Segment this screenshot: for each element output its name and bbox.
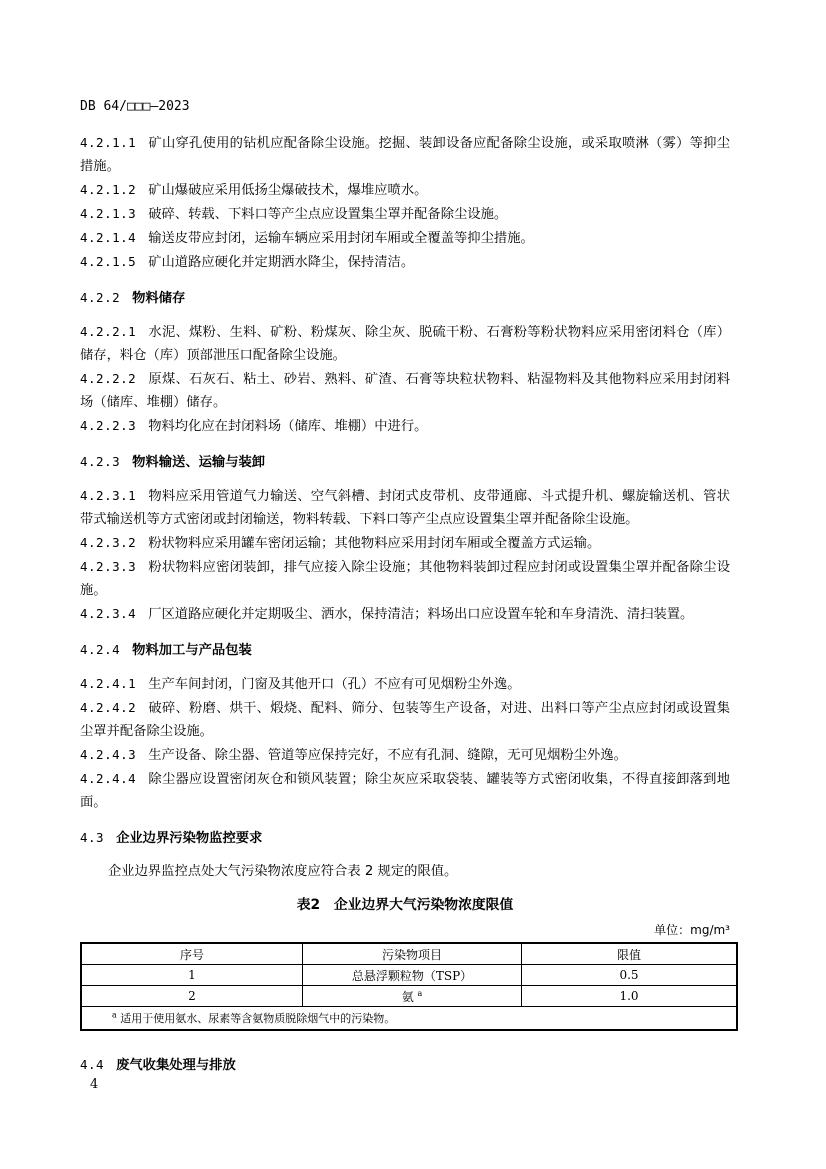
section-heading-4-2-3 <box>80 450 730 474</box>
clause-text: 生产设备、除尘器、管道等应保持完好，不应有孔洞、缝隙，无可见烟粉尘外逸。 <box>148 748 627 763</box>
footnote-marker: a <box>112 1010 117 1020</box>
table-cell <box>303 986 522 1007</box>
clause-number: 4.2.4.2 <box>80 700 137 715</box>
clause-text: 除尘器应设置密闭灰仓和锁风装置；除尘灰应采取袋装、罐装等方式密闭收集，不得直接卸落到地面。 <box>80 772 730 810</box>
section-heading-4-2-4 <box>80 638 730 662</box>
clause <box>80 320 730 367</box>
clause <box>80 555 730 602</box>
table-title: 表2 企业边界大气污染物浓度限值 <box>296 897 514 913</box>
clause-number: 4.2.3.4 <box>80 606 137 621</box>
section-title: 物料储存 <box>132 291 186 306</box>
clause-text: 破碎、粉磨、烘干、煅烧、配料、筛分、包装等生产设备，对进、出料口等产尘点应封闭或设置集尘罩并配备除尘设施。 <box>80 701 730 739</box>
table-row <box>81 986 737 1007</box>
clause-number: 4.2.1.1 <box>80 135 137 150</box>
clause-number: 4.2.2.1 <box>80 324 137 339</box>
table-unit <box>80 921 730 938</box>
clause-number: 4.2.2.3 <box>80 418 137 433</box>
document-body <box>80 131 730 1087</box>
footnote-marker: a <box>417 988 423 998</box>
section-title: 企业边界污染物监控要求 <box>116 831 263 846</box>
section-4-2-1 <box>80 131 730 274</box>
pollutant-name: 氨 <box>401 989 414 1004</box>
clause-number: 4.2.4.1 <box>80 676 137 691</box>
standard-code: DB 64/□□□—2023 <box>80 99 190 114</box>
table-row <box>81 965 737 986</box>
section-4-2-3 <box>80 484 730 626</box>
clause <box>80 226 730 250</box>
section-heading-4-2-2 <box>80 286 730 310</box>
clause-text: 原煤、石灰石、粘土、砂岩、熟料、矿渣、石膏等块粒状物料、粘湿物料及其他物料应采用封闭料场（储库、堆棚）储存。 <box>80 372 730 410</box>
section-number: 4.4 <box>80 1057 105 1072</box>
clause-text: 输送皮带应封闭，运输车辆应采用封闭车厢或全覆盖等抑尘措施。 <box>148 231 534 246</box>
section-heading-4-4 <box>80 1053 730 1077</box>
table-cell: 1 <box>81 965 303 986</box>
clause-number: 4.2.3.1 <box>80 488 137 503</box>
clause-text: 矿山爆破应采用低扬尘爆破技术，爆堆应喷水。 <box>148 183 428 198</box>
section-4-2-2 <box>80 320 730 438</box>
section-number: 4.2.2 <box>80 290 121 305</box>
clause-text: 破碎、转载、下料口等产尘点应设置集尘罩并配备除尘设施。 <box>148 207 508 222</box>
table-note-text: 适用于使用氨水、尿素等含氨物质脱除烟气中的污染物。 <box>120 1012 396 1025</box>
clause-text: 矿山穿孔使用的钻机应配备除尘设施。挖掘、装卸设备应配备除尘设施，或采取喷淋（雾）等抑尘措施。 <box>80 136 730 174</box>
clause-text: 物料均化应在封闭料场（储库、堆棚）中进行。 <box>148 419 428 434</box>
clause-text: 生产车间封闭，门窗及其他开口（孔）不应有可见烟粉尘外逸。 <box>148 677 521 692</box>
clause <box>80 767 730 814</box>
clause-number: 4.2.1.3 <box>80 206 137 221</box>
section-title: 物料输送、运输与装卸 <box>132 455 266 470</box>
section-title: 废气收集处理与排放 <box>116 1058 236 1073</box>
table-header-row <box>81 943 737 965</box>
clause <box>80 484 730 531</box>
table-note <box>81 1007 737 1031</box>
table-header-cell: 限值 <box>522 943 738 965</box>
clause-number: 4.2.1.4 <box>80 230 137 245</box>
page-number: 4 <box>90 1077 99 1092</box>
table-cell: 0.5 <box>522 965 738 986</box>
section-title: 物料加工与产品包装 <box>132 643 252 658</box>
section-paragraph: 企业边界监控点处大气污染物浓度应符合表 2 规定的限值。 <box>108 864 458 879</box>
table-cell: 2 <box>81 986 303 1007</box>
clause-text: 粉状物料应采用罐车密闭运输；其他物料应采用封闭车厢或全覆盖方式运输。 <box>148 536 601 551</box>
clause <box>80 414 730 438</box>
clause-number: 4.2.3.3 <box>80 559 137 574</box>
clause-number: 4.2.4.4 <box>80 771 137 786</box>
table-header-cell: 序号 <box>81 943 303 965</box>
table-note-row <box>81 1007 737 1031</box>
clause-number: 4.2.4.3 <box>80 747 137 762</box>
clause-number: 4.2.1.5 <box>80 254 137 269</box>
clause-text: 水泥、煤粉、生料、矿粉、粉煤灰、除尘灰、脱硫干粉、石膏粉等粉状物料应采用密闭料仓（库）储存，料仓（库）顶部泄压口配备除尘设施。 <box>80 325 730 363</box>
clause <box>80 696 730 743</box>
clause-text: 厂区道路应硬化并定期吸尘、洒水，保持清洁；料场出口应设置车轮和车身清洗、清扫装置。 <box>148 607 694 622</box>
table-unit-label: 单位：mg/m³ <box>654 923 730 937</box>
clause-text: 粉状物料应密闭装卸，排气应接入除尘设施；其他物料装卸过程应封闭或设置集尘罩并配备除尘设施。 <box>80 560 730 598</box>
clause-number: 4.2.1.2 <box>80 182 137 197</box>
clause-text: 矿山道路应硬化并定期洒水降尘，保持清洁。 <box>148 255 415 270</box>
section-number: 4.3 <box>80 830 105 845</box>
clause <box>80 178 730 202</box>
clause <box>80 250 730 274</box>
table-cell: 1.0 <box>522 986 738 1007</box>
clause <box>80 202 730 226</box>
clause <box>80 743 730 767</box>
clause-text: 物料应采用管道气力输送、空气斜槽、封闭式皮带机、皮带通廊、斗式提升机、螺旋输送机、管状带式输送机等方式密闭或封闭输送，物料转载、下料口等产尘点应设置集尘罩并配备除尘设施。 <box>80 489 730 527</box>
clause-number: 4.2.2.2 <box>80 371 137 386</box>
section-heading-4-3 <box>80 826 730 850</box>
limits-table <box>80 942 738 1031</box>
table-cell: 总悬浮颗粒物（TSP） <box>303 965 522 986</box>
clause <box>80 602 730 626</box>
section-number: 4.2.3 <box>80 454 121 469</box>
clause <box>80 367 730 414</box>
section-number: 4.2.4 <box>80 642 121 657</box>
clause <box>80 531 730 555</box>
clause-number: 4.2.3.2 <box>80 535 137 550</box>
table-header-cell: 污染物项目 <box>303 943 522 965</box>
section-4-2-4 <box>80 672 730 814</box>
clause <box>80 672 730 696</box>
clause <box>80 131 730 178</box>
